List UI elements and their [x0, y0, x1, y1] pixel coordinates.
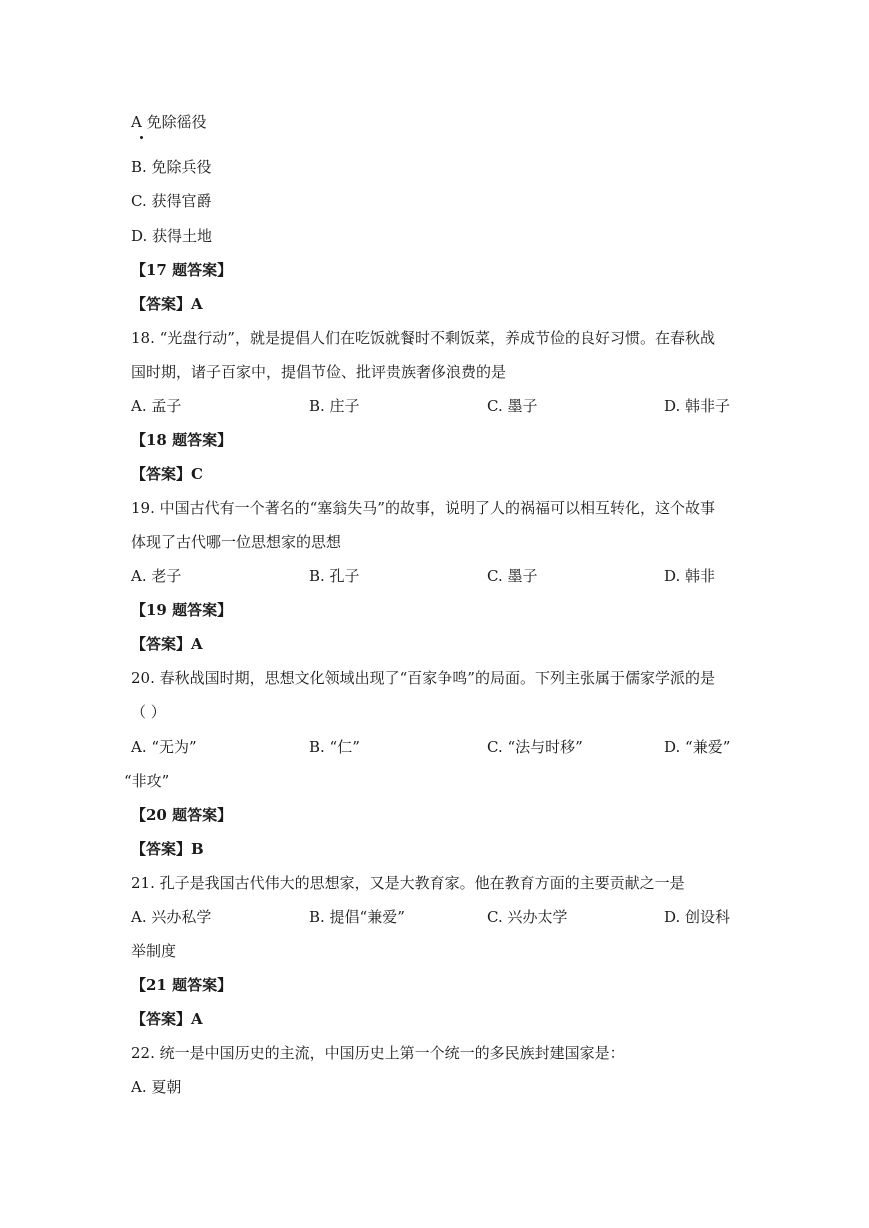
q20-option-a: A. “无为”: [131, 738, 197, 756]
q21-answer: 【答案】A: [131, 1010, 203, 1028]
q18-option-c: C. 墨子: [487, 397, 538, 415]
q20-option-b: B. “仁”: [309, 738, 360, 756]
q19-answer-header: 【19 题答案】: [131, 601, 233, 619]
q19-answer: 【答案】A: [131, 635, 203, 653]
q20-option-c: C. “法与时移”: [487, 738, 583, 756]
q17-option-a: A 免除徭役: [131, 113, 207, 131]
q18-option-a: A. 孟子: [131, 397, 182, 415]
q21-option-a: A. 兴办私学: [131, 908, 212, 926]
q19-option-c: C. 墨子: [487, 567, 538, 585]
q20-stem-line1: 20. 春秋战国时期，思想文化领域出现了“百家争鸣”的局面。下列主张属于儒家学派的是: [131, 669, 715, 687]
q22-stem-line1: 22. 统一是中国历史的主流，中国历史上第一个统一的多民族封建国家是：: [131, 1044, 625, 1062]
q17-option-b: B. 免除兵役: [131, 158, 212, 176]
q19-stem-line2: 体现了古代哪一位思想家的思想: [131, 533, 342, 551]
q19-stem-line1: 19. 中国古代有一个著名的“塞翁失马”的故事，说明了人的祸福可以相互转化，这个故事: [131, 499, 715, 517]
q21-stem-line1: 21. 孔子是我国古代伟大的思想家，又是大教育家。他在教育方面的主要贡献之一是: [131, 874, 685, 892]
q18-answer: 【答案】C: [131, 465, 203, 483]
q17-option-d: D. 获得土地: [131, 227, 213, 245]
q19-option-a: A. 老子: [131, 567, 182, 585]
q17-answer: 【答案】A: [131, 295, 203, 313]
q18-stem-line1: 18. “光盘行动”，就是提倡人们在吃饭就餐时不剩饭菜，养成节俭的良好习惯。在春秋战: [131, 329, 715, 347]
q17-option-c: C. 获得官爵: [131, 192, 212, 210]
q18-answer-header: 【18 题答案】: [131, 431, 233, 449]
q20-stem-line2: （ ）: [131, 703, 166, 721]
q21-option-c: C. 兴办太学: [487, 908, 568, 926]
q19-option-d: D. 韩非: [664, 567, 716, 585]
q19-option-b: B. 孔子: [309, 567, 360, 585]
q20-option-wrap: “非攻”: [124, 772, 170, 790]
q18-stem-line2: 国时期，诸子百家中，提倡节俭、批评贵族奢侈浪费的是: [131, 363, 507, 381]
q20-answer-header: 【20 题答案】: [131, 806, 233, 824]
q20-answer: 【答案】B: [131, 840, 204, 858]
q21-option-d: D. 创设科: [664, 908, 731, 926]
q18-option-b: B. 庄子: [309, 397, 360, 415]
q21-answer-header: 【21 题答案】: [131, 976, 233, 994]
q22-option-a: A. 夏朝: [131, 1078, 182, 1096]
q21-option-b: B. 提倡“兼爱”: [309, 908, 405, 926]
q17-answer-header: 【17 题答案】: [131, 261, 233, 279]
option-dot-mark: [140, 136, 143, 139]
q21-option-wrap: 举制度: [131, 942, 177, 960]
q20-option-d: D. “兼爱”: [664, 738, 731, 756]
q18-option-d: D. 韩非子: [664, 397, 731, 415]
